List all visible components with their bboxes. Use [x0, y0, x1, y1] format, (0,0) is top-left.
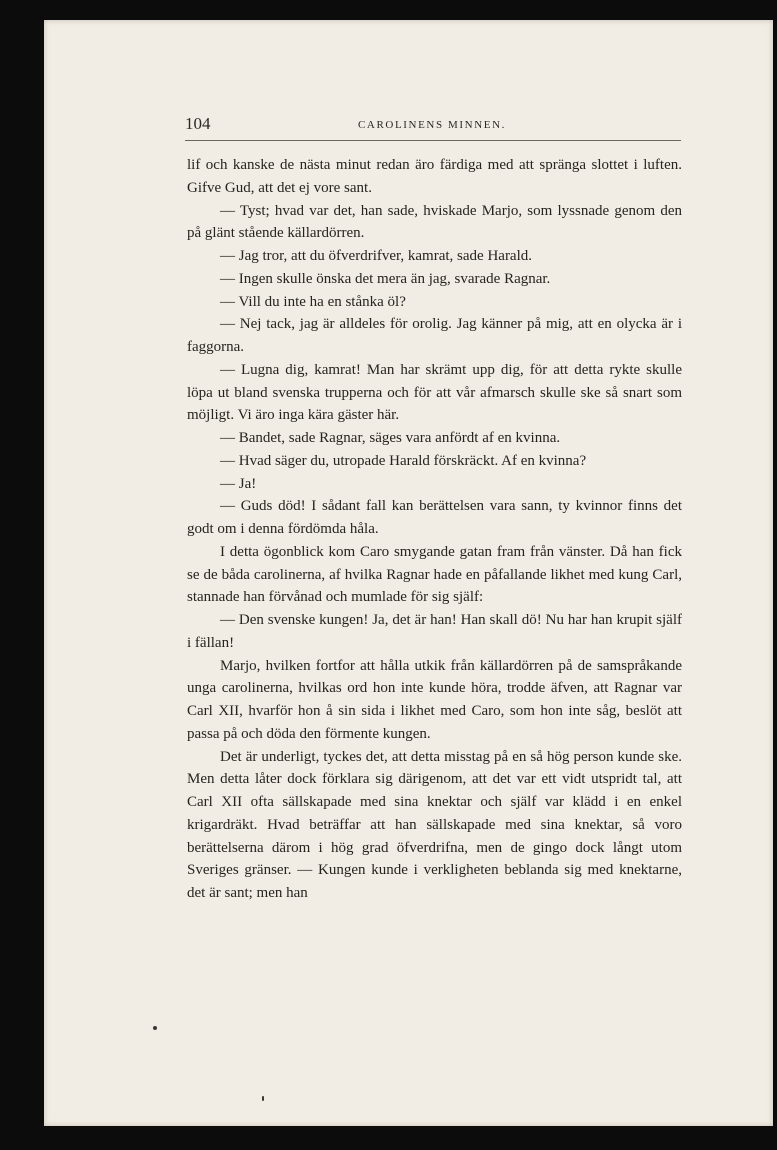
paragraph: — Vill du inte ha en stånka öl? — [220, 293, 406, 310]
paragraph: — Lugna dig, kamrat! Man har skrämt upp dig, för att detta rykte skulle löpa ut bland svenska trupperna och för att vår afmarsch skulle ske så snart som möjligt. Vi äro inga kära gäster här. — [187, 361, 682, 424]
paragraph: Marjo, hvilken fortfor att hålla utkik från källardörren på de samspråkande unga carolinerna, hvilkas ord hon inte kunde höra, trodde äfven, att Ragnar var Carl XII, hvarför hon å sin sida i likhet med Caro, som hon inte såg, beslöt att passa på och döda den förmente kungen. — [187, 657, 682, 742]
paragraph: — Ingen skulle önska det mera än jag, svarade Ragnar. — [220, 270, 551, 287]
paragraph: — Hvad säger du, utropade Harald förskräckt. Af en kvinna? — [220, 452, 587, 469]
page-number: 104 — [185, 114, 211, 133]
paragraph: — Nej tack, jag är alldeles för orolig. Jag känner på mig, att en olycka är i faggorna. — [187, 316, 682, 355]
paragraph: — Den svenske kungen! Ja, det är han! Han skall dö! Nu har han krupit själf i fällan! — [187, 612, 682, 651]
paragraph: — Ja! — [220, 475, 257, 492]
paragraph: — Tyst; hvad var det, han sade, hviskade Marjo, som lyssnade genom den på glänt stående källardörren. — [187, 202, 682, 242]
paragraph: — Bandet, sade Ragnar, säges vara anfördt af en kvinna. — [220, 430, 561, 446]
body-text — [187, 154, 682, 905]
page-header — [185, 114, 681, 141]
ink-speck — [153, 1026, 157, 1030]
paragraph: I detta ögonblick kom Caro smygande gatan fram från vänster. Då han fick se de båda carolinerna, af hvilka Ragnar hade en påfallande likhet med kung Carl, stannade han förvånad och mumlade för sig själf: — [187, 543, 682, 606]
paragraph: — Jag tror, att du öfverdrifver, kamrat, sade Harald. — [220, 248, 533, 264]
running-title: CAROLINENS MINNEN. — [358, 119, 506, 131]
book-page — [44, 20, 773, 1126]
ink-speck — [262, 1096, 264, 1101]
paragraph: Det är underligt, tyckes det, att detta misstag på en så hög person kunde ske. Men detta låter dock förklara sig därigenom, att det var ett vidt utspridt tal, att Carl XII ofta sällskapade med sina knektar och själf var klädd i en enkel krigardräkt. Hvad beträffar att han sällskapade med sina knektar, så voro berättelserna därom i hög grad öfverdrifna, men de gingo dock långt utom Sveriges gränser. — Kungen kunde i verkligheten beblanda sig med knektarne, det är sant; men han — [187, 748, 682, 901]
paragraph: — Guds död! I sådant fall kan berättelsen vara sann, ty kvinnor finns det godt om i denna fördömda håla. — [187, 498, 682, 537]
paragraph: lif och kanske de nästa minut redan äro färdiga med att spränga slottet i luften. Gifve Gud, att det ej vore sant. — [187, 157, 682, 196]
